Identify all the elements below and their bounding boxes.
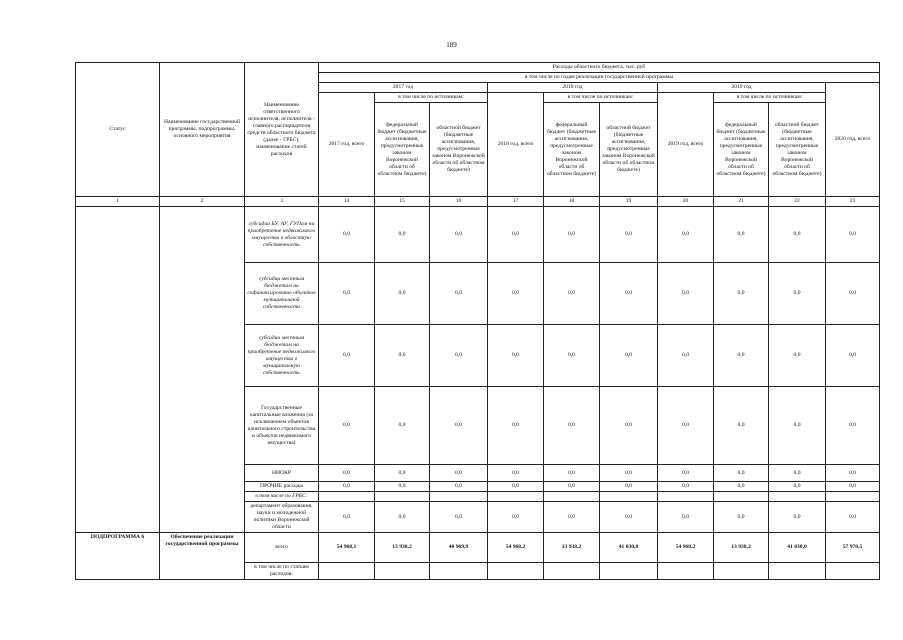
- row-label: в том числе по ГРБС:: [245, 492, 319, 502]
- row-label: НИОКР: [245, 465, 319, 482]
- value-cell: 0,0: [375, 207, 430, 263]
- subprogram-value: 57 970,5: [826, 533, 880, 563]
- header-incl-sources-2019: в том числе по источникам:: [714, 93, 826, 103]
- header-name: Наименование государственной программы, подпрограммы, основного мероприятия: [160, 63, 245, 197]
- subprogram-value: 13 938,2: [714, 533, 769, 563]
- value-cell: 0,0: [319, 263, 375, 325]
- value-cell: 0,0: [375, 502, 430, 533]
- column-number: 22: [769, 197, 826, 207]
- header-status: Статус: [76, 63, 160, 197]
- value-cell: [544, 492, 600, 502]
- header-total-2019: 2019 год, всего: [658, 93, 714, 197]
- value-cell: 0,0: [544, 387, 600, 465]
- column-number: 19: [600, 197, 658, 207]
- value-cell: 0,0: [658, 263, 714, 325]
- row-label: субсидии местным бюджетам на софинансирование объектов муниципальной собственности: [245, 263, 319, 325]
- value-cell: 0,0: [319, 465, 375, 482]
- value-cell: 0,0: [826, 387, 880, 465]
- header-year-2018: 2018 год: [488, 83, 658, 93]
- value-cell: [319, 492, 375, 502]
- value-cell: 0,0: [769, 465, 826, 482]
- column-number: 2: [160, 197, 245, 207]
- value-cell: [714, 492, 769, 502]
- value-cell: 0,0: [544, 263, 600, 325]
- value-cell: 0,0: [544, 325, 600, 387]
- value-cell: 0,0: [714, 465, 769, 482]
- value-cell: 0,0: [430, 502, 488, 533]
- value-cell: 0,0: [826, 502, 880, 533]
- value-cell: 0,0: [430, 325, 488, 387]
- value-cell: 0,0: [658, 207, 714, 263]
- value-cell: 0,0: [319, 482, 375, 492]
- status-cell-empty: [76, 207, 160, 533]
- value-cell: 0,0: [488, 482, 544, 492]
- row-label: Государственные капитальные вложения (за исключением объектов капитального строительства и объектов недвижимого имущества): [245, 387, 319, 465]
- value-cell: 0,0: [658, 502, 714, 533]
- subprogram-label: всего: [245, 533, 319, 563]
- value-cell: 0,0: [430, 465, 488, 482]
- value-cell: 0,0: [375, 263, 430, 325]
- row-label: в том числе по статьям расходов:: [245, 563, 319, 580]
- column-number: 16: [430, 197, 488, 207]
- value-cell: [714, 563, 769, 580]
- value-cell: [488, 492, 544, 502]
- value-cell: 0,0: [544, 207, 600, 263]
- header-regional-2018: областной бюджет (бюджетные ассигнования, предусмотренные законом Воронежской области об областном бюджете): [600, 103, 658, 197]
- row-label: субсидии местным бюджетам на приобретение недвижимого имущества в муниципальную собственность: [245, 325, 319, 387]
- value-cell: 0,0: [430, 263, 488, 325]
- row-label: ПРОЧИЕ расходы: [245, 482, 319, 492]
- subprogram-value: 41 030,0: [769, 533, 826, 563]
- subprogram-value: 54 968,2: [658, 533, 714, 563]
- value-cell: [375, 563, 430, 580]
- value-cell: 0,0: [600, 325, 658, 387]
- value-cell: [658, 563, 714, 580]
- column-number: 23: [826, 197, 880, 207]
- value-cell: 0,0: [826, 325, 880, 387]
- table-row: [76, 207, 880, 263]
- value-cell: 0,0: [319, 387, 375, 465]
- value-cell: 0,0: [769, 482, 826, 492]
- value-cell: 0,0: [826, 263, 880, 325]
- header-regional-2019: областной бюджет (бюджетные ассигнования, предусмотренные законом Воронежской области об областном бюджете): [769, 103, 826, 197]
- value-cell: 0,0: [488, 465, 544, 482]
- value-cell: 0,0: [375, 387, 430, 465]
- value-cell: 0,0: [544, 465, 600, 482]
- header-by-years: в том числе по годам реализации государственной программы: [319, 73, 880, 83]
- column-numbers-row: [76, 197, 880, 207]
- value-cell: 0,0: [600, 387, 658, 465]
- value-cell: 0,0: [375, 325, 430, 387]
- value-cell: [375, 492, 430, 502]
- value-cell: 0,0: [714, 207, 769, 263]
- value-cell: 0,0: [600, 482, 658, 492]
- value-cell: 0,0: [826, 465, 880, 482]
- header-year-2017: 2017 год: [319, 83, 488, 93]
- name-cell-empty: [160, 207, 245, 533]
- header-total-2020: 2020 год, всего: [826, 83, 880, 197]
- value-cell: [430, 563, 488, 580]
- subprogram-value: 13 938,2: [375, 533, 430, 563]
- value-cell: 0,0: [600, 465, 658, 482]
- column-number: 20: [658, 197, 714, 207]
- value-cell: 0,0: [488, 207, 544, 263]
- value-cell: [826, 563, 880, 580]
- value-cell: 0,0: [714, 263, 769, 325]
- value-cell: 0,0: [319, 502, 375, 533]
- value-cell: [430, 492, 488, 502]
- column-number: 18: [544, 197, 600, 207]
- value-cell: [319, 563, 375, 580]
- value-cell: 0,0: [658, 325, 714, 387]
- column-number: 17: [488, 197, 544, 207]
- value-cell: 0,0: [658, 387, 714, 465]
- subprogram-status: ПОДПРОГРАММА 6: [76, 533, 160, 580]
- subprogram-value: 54 968,2: [488, 533, 544, 563]
- column-number: 3: [245, 197, 319, 207]
- header-expenses: Расходы областного бюджета, тыс. руб: [319, 63, 880, 73]
- value-cell: 0,0: [430, 207, 488, 263]
- value-cell: 0,0: [488, 325, 544, 387]
- value-cell: 0,0: [430, 387, 488, 465]
- header-executor: Наименование ответственного исполнителя, исполнителя - главного распорядителя средств областного бюджета (далее - ГРБС), наименование статей расходов: [245, 63, 319, 197]
- value-cell: [488, 563, 544, 580]
- value-cell: [769, 492, 826, 502]
- value-cell: 0,0: [826, 207, 880, 263]
- value-cell: [658, 492, 714, 502]
- budget-table: [75, 62, 880, 580]
- value-cell: 0,0: [544, 502, 600, 533]
- value-cell: [600, 563, 658, 580]
- value-cell: 0,0: [600, 207, 658, 263]
- value-cell: 0,0: [375, 482, 430, 492]
- value-cell: 0,0: [714, 502, 769, 533]
- header-incl-sources-2018: в том числе по источникам:: [544, 93, 658, 103]
- value-cell: 0,0: [488, 387, 544, 465]
- subprogram-row: [76, 533, 880, 563]
- subprogram-value: 13 938,2: [544, 533, 600, 563]
- subprogram-name: Обеспечение реализации государственной программы: [160, 533, 245, 580]
- value-cell: 0,0: [769, 207, 826, 263]
- column-number: 14: [319, 197, 375, 207]
- value-cell: 0,0: [658, 465, 714, 482]
- value-cell: 0,0: [319, 325, 375, 387]
- subprogram-value: 54 968,1: [319, 533, 375, 563]
- row-label: субсидии БУ, АУ, ГУПам на приобретение недвижимого имущества в областную собственность: [245, 207, 319, 263]
- subprogram-value: 41 030,0: [600, 533, 658, 563]
- value-cell: 0,0: [826, 482, 880, 492]
- header-total-2017: 2017 год, всего: [319, 93, 375, 197]
- header-federal-2017: федеральный бюджет (бюджетные ассигнования, предусмотренные законом Воронежской области об областном бюджете): [375, 103, 430, 197]
- value-cell: [544, 563, 600, 580]
- value-cell: 0,0: [600, 263, 658, 325]
- header-incl-sources-2017: в том числе по источникам:: [375, 93, 488, 103]
- value-cell: 0,0: [769, 502, 826, 533]
- subprogram-value: 40 969,9: [430, 533, 488, 563]
- value-cell: 0,0: [488, 502, 544, 533]
- value-cell: 0,0: [714, 325, 769, 387]
- value-cell: 0,0: [430, 482, 488, 492]
- value-cell: 0,0: [375, 465, 430, 482]
- column-number: 1: [76, 197, 160, 207]
- row-label: департамент образования, науки и молодежной политики Воронежской области: [245, 502, 319, 533]
- value-cell: 0,0: [544, 482, 600, 492]
- header-year-2019: 2019 год: [658, 83, 826, 93]
- header-total-2018: 2018 год, всего: [488, 93, 544, 197]
- value-cell: 0,0: [714, 482, 769, 492]
- page-number: 189: [446, 41, 457, 49]
- value-cell: 0,0: [769, 263, 826, 325]
- value-cell: [826, 492, 880, 502]
- value-cell: 0,0: [769, 387, 826, 465]
- value-cell: [600, 492, 658, 502]
- column-number: 15: [375, 197, 430, 207]
- value-cell: 0,0: [769, 325, 826, 387]
- header-federal-2018: федеральный бюджет (бюджетные ассигнования, предусмотренные законом Воронежской области об областном бюджете): [544, 103, 600, 197]
- value-cell: 0,0: [714, 387, 769, 465]
- value-cell: 0,0: [658, 482, 714, 492]
- column-number: 21: [714, 197, 769, 207]
- value-cell: [769, 563, 826, 580]
- value-cell: 0,0: [600, 502, 658, 533]
- value-cell: 0,0: [319, 207, 375, 263]
- header-federal-2019: федеральный бюджет (бюджетные ассигнования, предусмотренные законом Воронежской области об областном бюджете): [714, 103, 769, 197]
- header-regional-2017: областной бюджет (бюджетные ассигнования, предусмотренные законом Воронежской области об областном бюджете): [430, 103, 488, 197]
- value-cell: 0,0: [488, 263, 544, 325]
